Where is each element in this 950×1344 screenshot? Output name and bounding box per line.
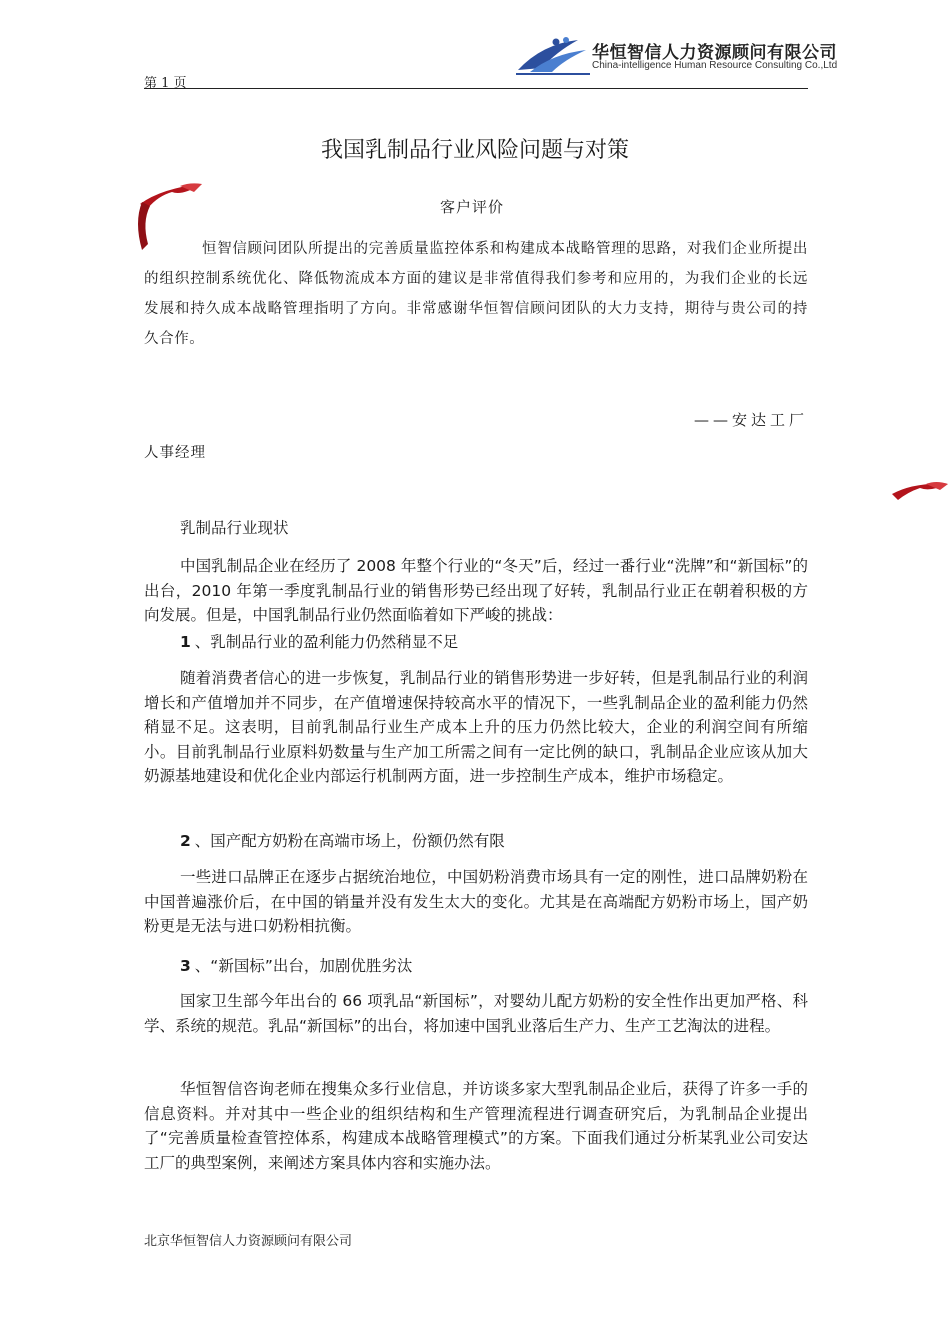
point-2-title: 、国产配方奶粉在高端市场上，份额仍然有限 <box>194 832 505 850</box>
review-signature: ——安达工厂 <box>693 411 808 429</box>
point-3-number: 3 <box>180 957 191 975</box>
company-name-cn: 华恒智信人力资源顾问有限公司 <box>592 43 837 63</box>
point-3-heading <box>180 954 412 976</box>
review-body: 恒智信顾问团队所提出的完善质量监控体系和构建成本战略管理的思路，对我们企业所提出的组织控制系统优化、降低物流成本方面的建议是非常值得我们参考和应用的，为我们企业的长远发展和持久成本战略管理指明了方向。非常感谢华恒智信顾问团队的大力支持，期待与贵公司的持久合作。 <box>144 241 808 347</box>
point-2-heading <box>180 829 505 851</box>
point-1-paragraph: 随着消费者信心的进一步恢复，乳制品行业的销售形势进一步好转，但是乳制品行业的利润增长和产值增加并不同步，在产值增速保持较高水平的情况下，一些乳制品企业的盈利能力仍然稍显不足。这表明，目前乳制品行业生产成本上升的压力仍然比较大，企业的利润空间有所缩小。目前乳制品行业原料奶数量与生产加工所需之间有一定比例的缺口，乳制品企业应该从加大奶源基地建设和优化企业内部运行机制两方面，进一步控制生产成本，维护市场稳定。 <box>144 669 808 785</box>
company-name-en: China-intelligence Human Resource Consulting Co.,Ltd <box>592 60 838 71</box>
point-1-heading <box>180 630 458 652</box>
company-logo <box>512 34 592 76</box>
point-3-paragraph: 国家卫生部今年出台的 66 项乳品“新国标”，对婴幼儿配方奶粉的安全性作出更加严格、科学、系统的规范。乳品“新国标”的出台，将加速中国乳业落后生产力、生产工艺淘汰的进程。 <box>144 992 808 1035</box>
document-title: 我国乳制品行业风险问题与对策 <box>320 138 629 163</box>
review-text <box>144 234 808 354</box>
section-heading: 乳制品行业现状 <box>180 519 289 537</box>
review-heading: 客户评价 <box>440 198 505 216</box>
closing-paragraph: 华恒智信咨询老师在搜集众多行业信息，并访谈多家大型乳制品企业后，获得了许多一手的信息资料。并对其中一些企业的组织结构和生产管理流程进行调查研究后，为乳制品企业提出了“完善质量检查管控体系，构建成本战略管理模式”的方案。下面我们通过分析某乳业公司安达工厂的典型案例，来阐述方案具体内容和实施办法。 <box>144 1080 808 1172</box>
review-position: 人事经理 <box>144 445 206 461</box>
point-2-number: 2 <box>180 832 191 850</box>
red-ribbon-icon <box>890 474 950 502</box>
header-divider <box>144 88 808 89</box>
intro-paragraph: 中国乳制品企业在经历了 2008 年整个行业的“冬天”后，经过一番行业“洗牌”和“新国标”的出台，2010 年第一季度乳制品行业的销售形势已经出现了好转，乳制品行业正在朝着积极的方向发展。但是，中国乳制品行业仍然面临着如下严峻的挑战： <box>144 557 808 624</box>
footer-company: 北京华恒智信人力资源顾问有限公司 <box>144 1234 353 1249</box>
point-2-paragraph: 一些进口品牌正在逐步占据统治地位，中国奶粉消费市场具有一定的刚性，进口品牌奶粉在中国普遍涨价后，在中国的销量并没有发生太大的变化。尤其是在高端配方奶粉市场上，国产奶粉更是无法与进口奶粉相抗衡。 <box>144 868 808 935</box>
point-3-title: 、“新国标”出台，加剧优胜劣汰 <box>194 957 413 975</box>
point-1-title: 、乳制品行业的盈利能力仍然稍显不足 <box>194 633 459 651</box>
page-number: 第 1 页 <box>144 76 187 91</box>
point-1-number: 1 <box>180 633 191 651</box>
